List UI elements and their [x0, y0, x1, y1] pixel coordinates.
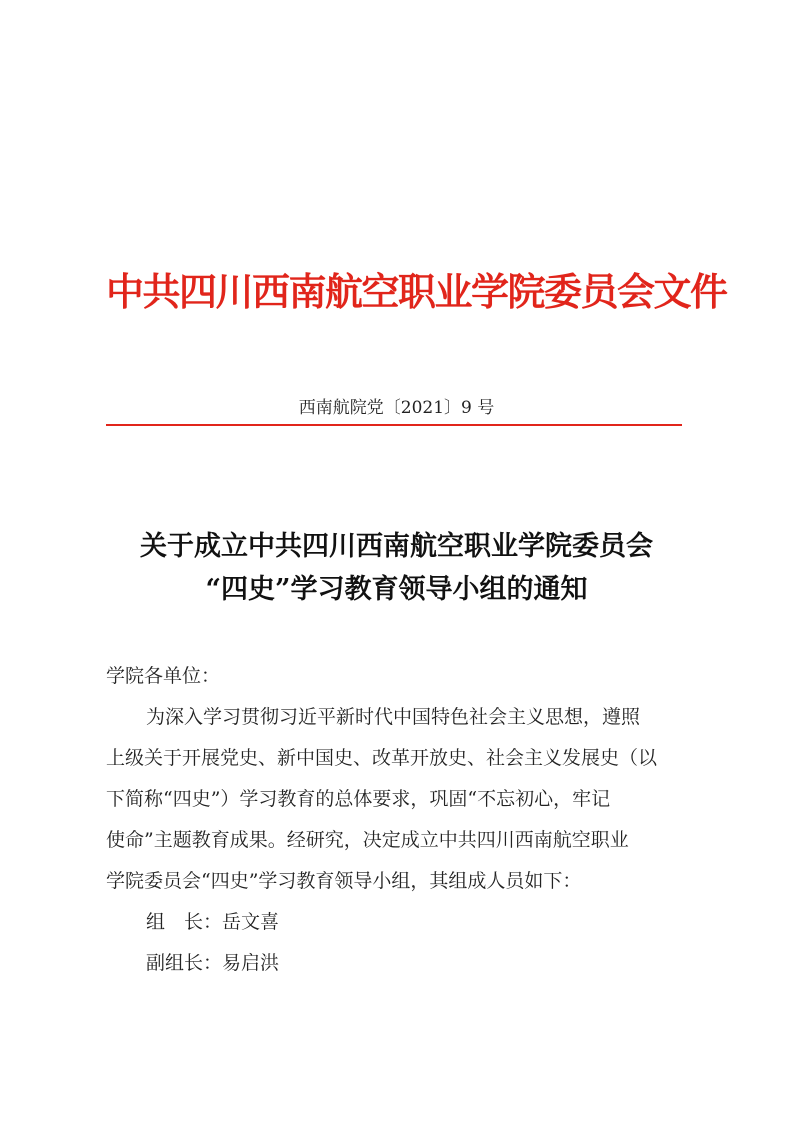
salutation: 学院各单位： [106, 665, 221, 687]
paragraph-line: 下简称“四史”）学习教育的总体要求，巩固“不忘初心，牢记 [106, 788, 611, 810]
document-title [0, 525, 793, 611]
member-deputy-leader: 副组长：易启洪 [146, 952, 280, 974]
document-title-line-2: “四史”学习教育领导小组的通知 [205, 574, 588, 605]
paragraph-line: 学院委员会“四史”学习教育领导小组，其组成人员如下： [106, 870, 582, 892]
paragraph-line: 为深入学习贯彻习近平新时代中国特色社会主义思想，遵照 [146, 706, 641, 728]
paragraph-line: 上级关于开展党史、新中国史、改革开放史、社会主义发展史（以 [106, 747, 658, 769]
document-body [106, 656, 696, 984]
red-divider-line [106, 424, 682, 426]
paragraph-line: 使命”主题教育成果。经研究，决定成立中共四川西南航空职业 [106, 829, 629, 851]
document-title-line-1: 关于成立中共四川西南航空职业学院委员会 [140, 531, 653, 562]
member-leader: 组 长：岳文喜 [146, 911, 280, 933]
issuer-title: 中共四川西南航空职业学院委员会文件 [106, 269, 727, 314]
document-number: 西南航院党〔2021〕9 号 [298, 398, 495, 418]
